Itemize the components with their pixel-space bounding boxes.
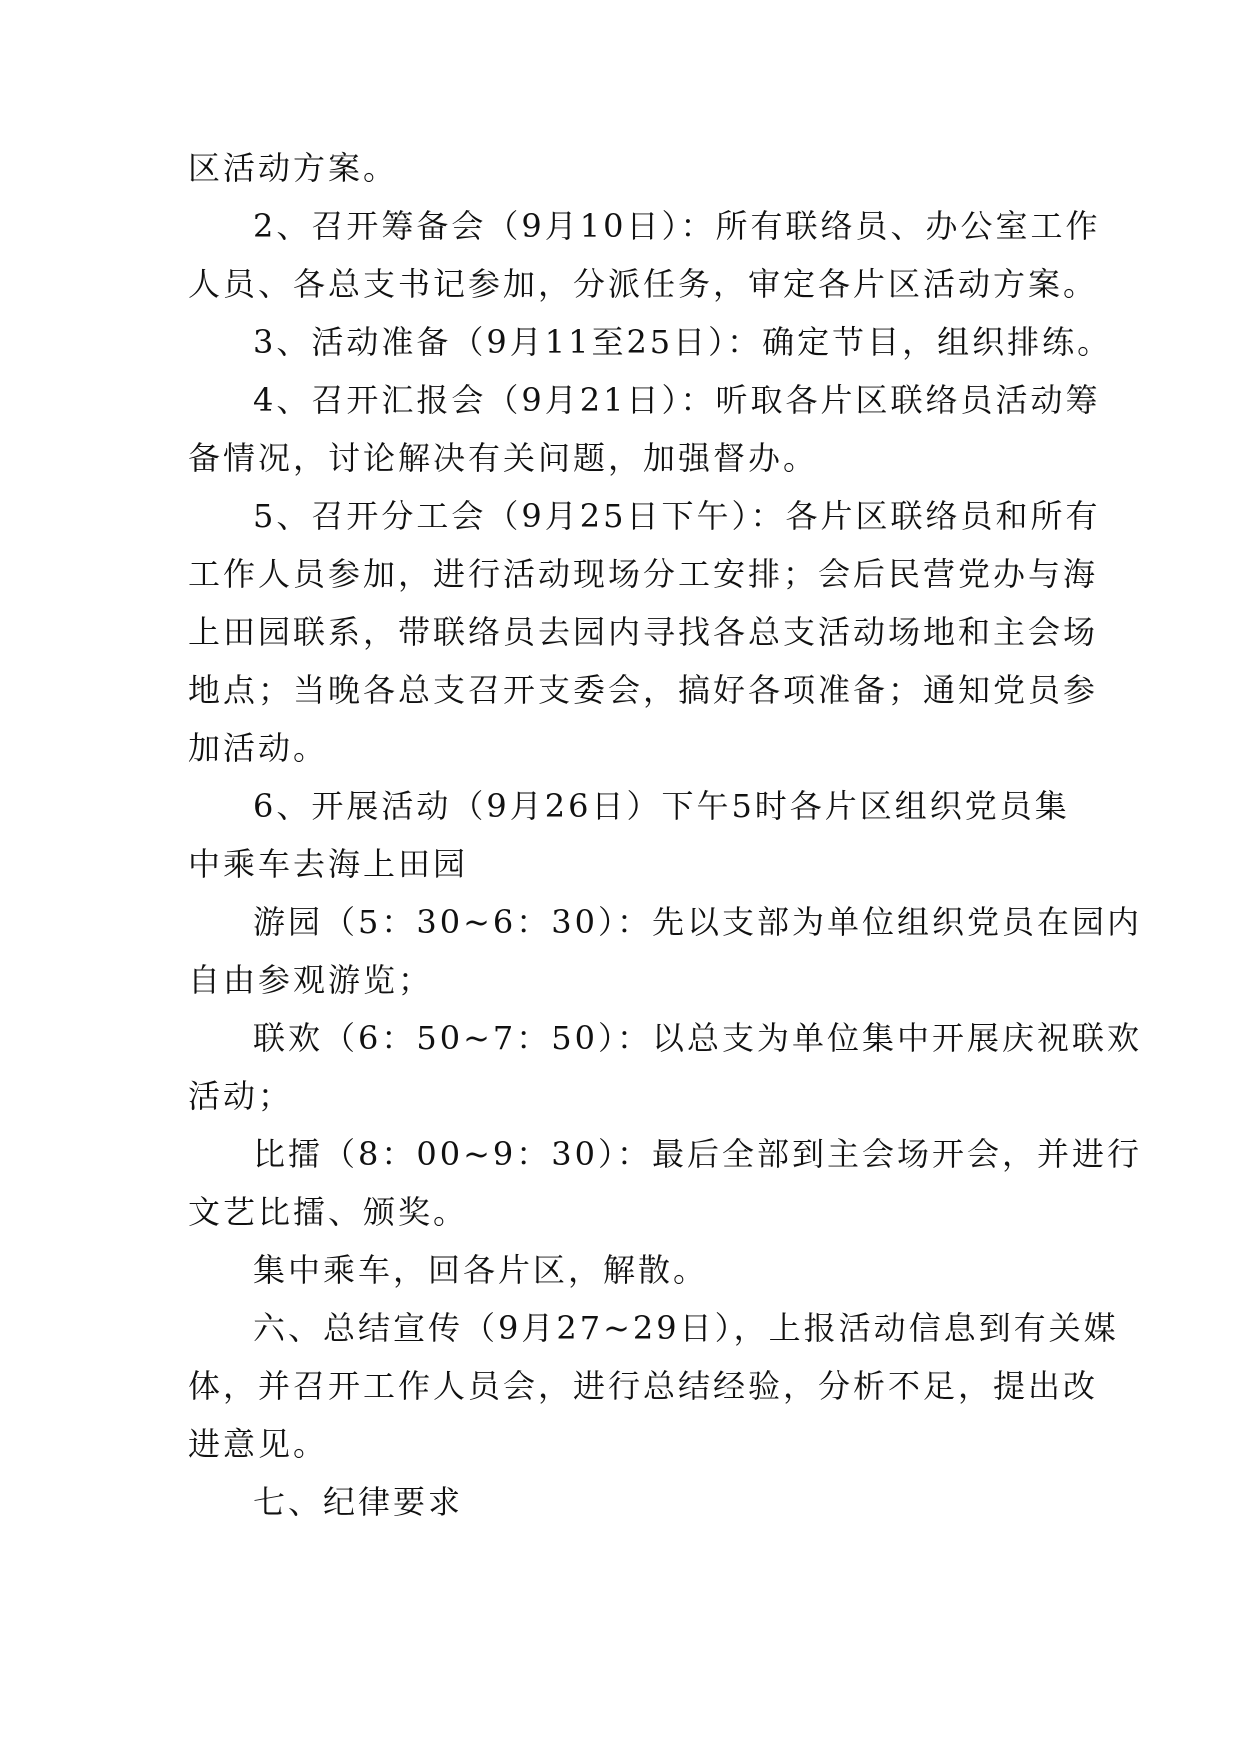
text-line: 3、活动准备（9月11至25日）：确定节目，组织排练。 xyxy=(253,323,1113,361)
text-line: 备情况，讨论解决有关问题，加强督办。 xyxy=(188,439,819,477)
text-line: 体，并召开工作人员会，进行总结经验，分析不足，提出改 xyxy=(188,1367,1099,1405)
text-line: 文艺比擂、颁奖。 xyxy=(188,1193,469,1231)
text-line: 游园（5：30~6：30）：先以支部为单位组织党员在园内 xyxy=(253,903,1142,941)
text-line: 上田园联系，带联络员去园内寻找各总支活动场地和主会场 xyxy=(188,613,1099,651)
text-line: 自由参观游览； xyxy=(188,961,434,999)
text-line: 加活动。 xyxy=(188,729,329,767)
text-line: 七、纪律要求 xyxy=(253,1483,464,1521)
text-line: 活动； xyxy=(188,1077,294,1115)
text-line: 比擂（8：00~9：30）：最后全部到主会场开会，并进行 xyxy=(253,1135,1142,1173)
text-line: 人员、各总支书记参加，分派任务，审定各片区活动方案。 xyxy=(188,265,1099,303)
text-line: 4、召开汇报会（9月21日）：听取各片区联络员活动筹 xyxy=(253,381,1101,419)
text-line: 工作人员参加，进行活动现场分工安排；会后民营党办与海 xyxy=(188,555,1099,593)
text-line: 进意见。 xyxy=(188,1425,329,1463)
text-line: 地点；当晚各总支召开支委会，搞好各项准备；通知党员参 xyxy=(188,671,1099,709)
text-line: 区活动方案。 xyxy=(188,149,399,187)
text-line: 2、召开筹备会（9月10日）：所有联络员、办公室工作 xyxy=(253,207,1101,245)
text-line: 5、召开分工会（9月25日下午）：各片区联络员和所有 xyxy=(253,497,1101,535)
text-line: 六、总结宣传（9月27~29日），上报活动信息到有关媒 xyxy=(253,1309,1119,1347)
text-line: 联欢（6：50~7：50）：以总支为单位集中开展庆祝联欢 xyxy=(253,1019,1142,1057)
text-line: 6、开展活动（9月26日）下午5时各片区组织党员集 xyxy=(253,787,1070,825)
text-line: 中乘车去海上田园 xyxy=(188,845,469,883)
text-line: 集中乘车，回各片区，解散。 xyxy=(253,1251,709,1289)
